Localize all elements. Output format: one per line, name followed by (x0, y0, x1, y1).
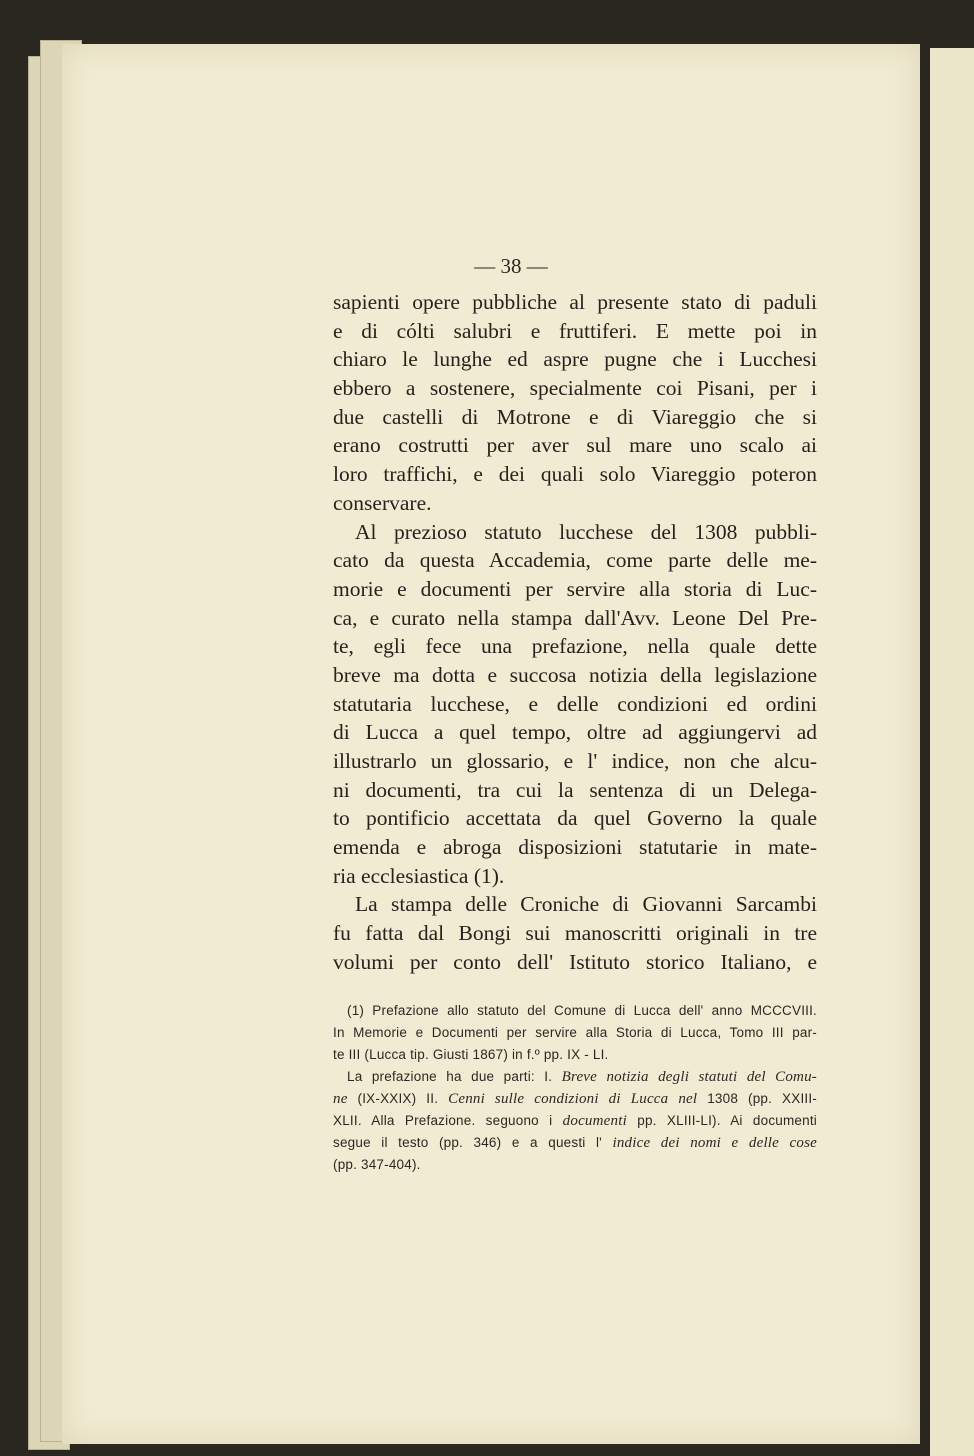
text-line: loro traffichi, e dei quali solo Viareggio poteron (333, 462, 817, 487)
text-line: volumi per conto dell' Istituto storico Italiano, e (333, 949, 817, 974)
italic-title: documenti (562, 1113, 627, 1129)
text-line: e di cólti salubri e fruttiferi. E mette poi in (333, 318, 817, 343)
footnote-line: (pp. 347-404). (333, 1157, 421, 1172)
text: La prefazione ha due parti: I. (347, 1069, 562, 1084)
text-line: erano costrutti per aver sul mare uno scalo ai (333, 433, 817, 458)
footnote-line (333, 1066, 817, 1088)
text-line: ria ecclesiastica (1). (333, 863, 505, 888)
footnote-line: te III (Lucca tip. Giusti 1867) in f.º pp. IX - LI. (333, 1047, 609, 1062)
book-page (62, 44, 920, 1444)
footnote-line: In Memorie e Documenti per servire alla Storia di Lucca, Tomo III par- (333, 1025, 817, 1040)
footnote-line (333, 1132, 817, 1154)
text: 1308 (pp. XXIII- (697, 1091, 817, 1106)
text-line: sapienti opere pubbliche al presente stato di paduli (333, 290, 817, 314)
footnote-line (333, 1088, 817, 1110)
text-line: La stampa delle Croniche di Giovanni Sarcambi (355, 892, 817, 917)
text: XLII. Alla Prefazione. seguono i (333, 1113, 563, 1128)
footnote (333, 1000, 817, 1176)
text-line: statutaria lucchese, e delle condizioni ed ordini (333, 691, 817, 716)
italic-title: indice dei nomi e delle cose (612, 1135, 817, 1151)
text-line: Al prezioso statuto lucchese del 1308 pubbli- (355, 519, 817, 544)
italic-title: Breve notizia degli statuti del Comu- (561, 1069, 817, 1085)
text-line: ni documenti, tra cui la sentenza di un Delega- (333, 777, 817, 802)
italic-title: ne (333, 1091, 348, 1107)
text-line: chiaro le lunghe ed aspre pugne che i Lucchesi (333, 347, 817, 372)
text: segue il testo (pp. 346) e a questi l' (333, 1135, 613, 1150)
next-page-edge (930, 48, 974, 1456)
text-line: conservare. (333, 490, 432, 515)
text-line: ebbero a sostenere, specialmente coi Pisani, per i (333, 376, 817, 401)
text-line: te, egli fece una prefazione, nella quale dette (333, 634, 817, 659)
text-line: cato da questa Accademia, come parte delle me- (333, 548, 817, 573)
italic-title: Cenni sulle condizioni di Lucca nel (448, 1091, 698, 1107)
text-line: morie e documenti per servire alla storia di Luc- (333, 576, 817, 601)
text-line: emenda e abroga disposizioni statutarie in mate- (333, 835, 817, 860)
footnote-line: (1) Prefazione allo statuto del Comune di Lucca dell' anno MCCCVIII. (347, 1003, 817, 1018)
body-text (333, 288, 817, 977)
page-number: — 38 — (474, 254, 548, 278)
text-line: ca, e curato nella stampa dall'Avv. Leone Del Pre- (333, 605, 817, 630)
text-line: due castelli di Motrone e di Viareggio che si (333, 404, 817, 429)
text: (IX-XXIX) II. (347, 1091, 449, 1106)
text-line: illustrarlo un glossario, e l' indice, non che alcu- (333, 749, 817, 773)
text: pp. XLIII-LI). Ai documenti (626, 1113, 817, 1128)
text-line: di Lucca a quel tempo, oltre ad aggiungervi ad (333, 720, 817, 745)
footnote-line (333, 1110, 817, 1132)
text-line: to pontificio accettata da quel Governo la quale (333, 806, 817, 831)
text-line: breve ma dotta e succosa notizia della legislazione (333, 662, 817, 687)
text-line: fu fatta dal Bongi sui manoscritti originali in tre (333, 921, 817, 946)
